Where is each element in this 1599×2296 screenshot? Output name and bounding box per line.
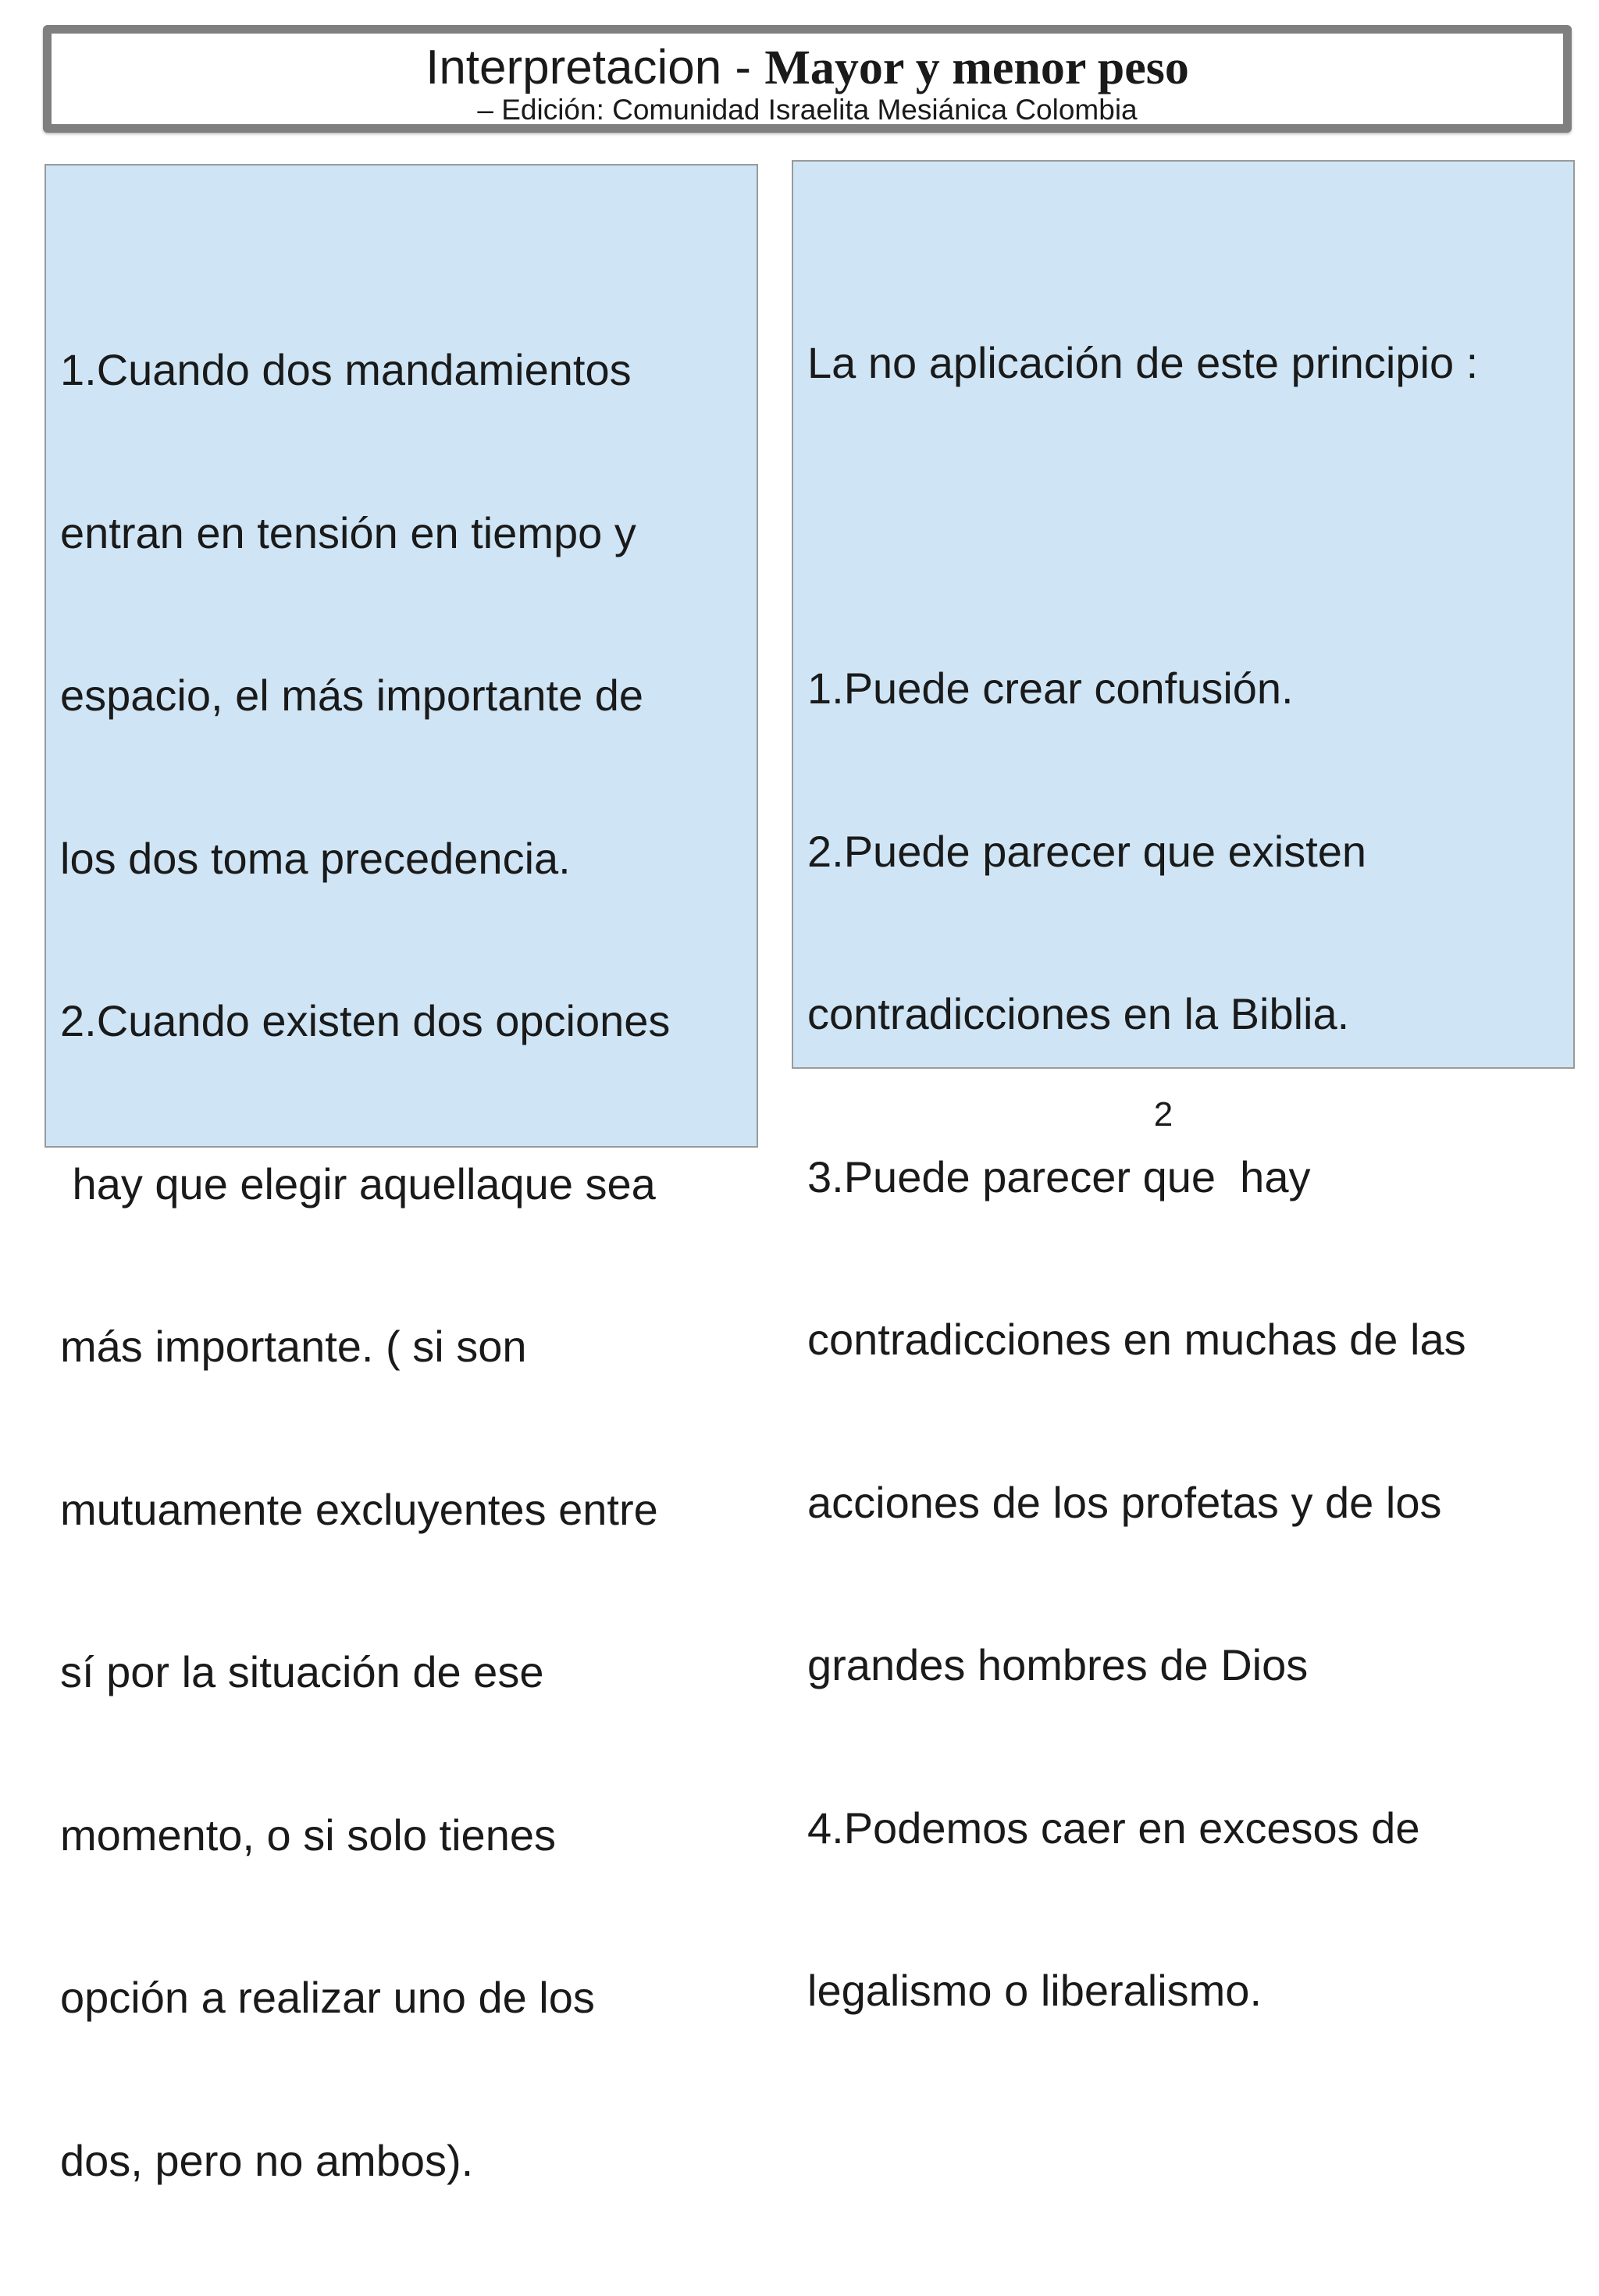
left-panel-line: 2.Cuando existen dos opciones — [60, 996, 671, 1045]
left-panel-line: sí por la situación de ese — [60, 1647, 544, 1696]
right-panel-line: contradicciones en muchas de las — [807, 1315, 1466, 1364]
left-panel-line: entran en tensión en tiempo y — [60, 507, 636, 557]
page-number: 2 — [1153, 1095, 1173, 1134]
right-panel-line: contradicciones en la Biblia. — [807, 989, 1350, 1038]
left-panel-line: momento, o si solo tienes — [60, 1810, 556, 1860]
title-emphasis: Mayor y menor peso — [764, 41, 1189, 94]
left-text-panel — [45, 164, 758, 2185]
title-box — [43, 25, 1572, 133]
left-panel-line: mutuamente excluyentes entre — [60, 1484, 658, 1534]
right-text-panel — [792, 160, 1575, 2015]
page-subtitle: – Edición: Comunidad Israelita Mesiánica Colombia — [477, 94, 1138, 126]
left-panel-line: 1.Cuando dos mandamientos — [60, 345, 632, 394]
right-panel-line — [807, 499, 1478, 554]
left-panel-line: opción a realizar uno de los — [60, 1973, 595, 2022]
right-panel-text — [807, 227, 1478, 2127]
left-panel-text — [60, 234, 670, 2296]
right-panel-line: acciones de los profetas y de los — [807, 1477, 1442, 1527]
right-panel-line: legalismo o liberalismo. — [807, 1966, 1262, 2015]
right-panel-line: 2.Puede parecer que existen — [807, 826, 1367, 876]
right-panel-line: 3.Puede parecer que hay — [807, 1152, 1311, 1201]
left-panel-line: dos, pero no ambos). — [60, 2135, 474, 2185]
left-panel-line: los dos toma precedencia. — [60, 833, 571, 883]
left-panel-line: más importante. ( si son — [60, 1322, 527, 1371]
left-panel-line: hay que elegir aquellaque sea — [60, 1159, 656, 1209]
right-panel-line: grandes hombres de Dios — [807, 1640, 1309, 1689]
right-panel-heading: La no aplicación de este principio : — [807, 338, 1479, 387]
right-panel-line: 4.Podemos caer en excesos de — [807, 1803, 1420, 1853]
right-panel-line: 1.Puede crear confusión. — [807, 664, 1294, 713]
title-plain: Interpretacion - — [426, 41, 765, 94]
left-panel-line: espacio, el más importante de — [60, 671, 644, 720]
